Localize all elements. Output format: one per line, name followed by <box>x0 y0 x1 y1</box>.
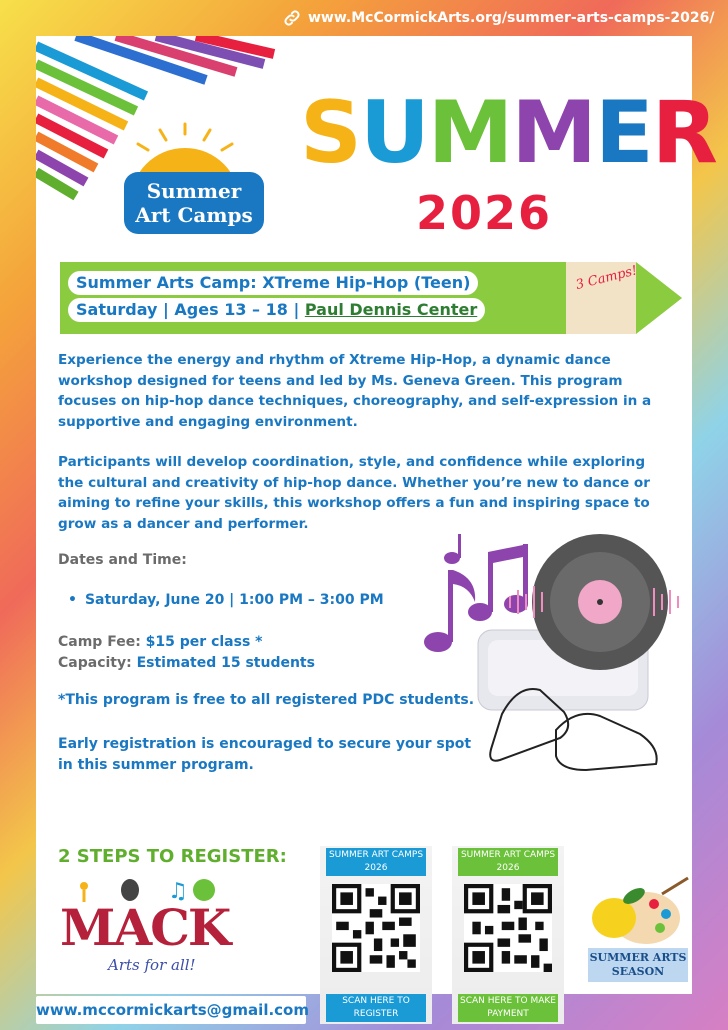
camps-note: 3 Camps! <box>574 263 639 294</box>
banner-subtitle <box>68 298 485 322</box>
link-icon <box>282 8 302 28</box>
banner-details: Saturday | Ages 13 – 18 | <box>76 300 305 319</box>
register-qr-card[interactable] <box>320 846 432 1024</box>
capacity-label: Capacity: <box>58 655 132 671</box>
title-letter: E <box>594 83 652 183</box>
mack-logo <box>48 872 248 982</box>
title-letter: R <box>651 83 716 183</box>
qr-code-icon[interactable] <box>332 884 420 972</box>
qr-card-heading: SUMMER ART CAMPS 2026 <box>326 848 426 876</box>
summer-arts-season-logo <box>584 866 690 986</box>
fee-value: $15 per class * <box>145 634 263 650</box>
logo-line2: Art Camps <box>135 203 253 227</box>
logo-line1: Summer <box>146 179 242 203</box>
summer-art-camps-logo <box>120 120 266 234</box>
dates-label: Dates and Time: <box>58 552 187 568</box>
title-letter: M <box>511 83 595 183</box>
description-p1-suffix: This program focuses on hip-hop dance techniques, choreography, and self-expression in a supportive and engaging environment. <box>58 372 652 430</box>
email-contact[interactable]: www.mccormickarts@gmail.com <box>36 996 306 1024</box>
qr-card-heading: SUMMER ART CAMPS 2026 <box>458 848 558 876</box>
description-paragraph-1 <box>58 350 668 432</box>
qr-card-caption: SCAN HERE TO REGISTER <box>326 994 426 1022</box>
svg-text:♫: ♫ <box>168 879 188 904</box>
summer-title <box>300 78 716 188</box>
free-note: *This program is free to all registered PDC students. <box>58 692 475 708</box>
banner-title: Summer Arts Camp: XTreme Hip-Hop (Teen) <box>68 271 478 295</box>
title-year: 2026 <box>415 186 553 240</box>
date-item: • Saturday, June 20 | 1:00 PM – 3:00 PM <box>68 592 384 608</box>
url-bar[interactable] <box>282 6 714 30</box>
register-heading: 2 STEPS TO REGISTER: <box>58 846 287 867</box>
url-text[interactable]: www.McCormickArts.org/summer-arts-camps-2026/ <box>308 10 715 26</box>
season-label: SUMMER ARTS SEASON <box>588 948 688 982</box>
fee-label: Camp Fee: <box>58 634 141 650</box>
early-registration-note: Early registration is encouraged to secure your spot in this summer program. <box>58 736 472 773</box>
fee-info <box>58 632 315 674</box>
capacity-value: Estimated 15 students <box>136 655 315 671</box>
music-and-sneakers-illustration <box>410 530 690 790</box>
logo-box <box>124 172 264 234</box>
payment-qr-card[interactable] <box>452 846 564 1024</box>
description-paragraph-2: Participants will develop coordination, style, and confidence while exploring the cultural and creativity of hip-hop dance. Whether you’re new to dance or aiming to refine your skills, this workshop offers a fun and inspiring space to grow as a dancer and performer. <box>58 454 650 532</box>
description-p1-prefix: Experience the energy and rhythm of Xtreme Hip-Hop, a dynamic dance workshop designed for teens and led by Ms. Geneva Green. <box>58 352 611 389</box>
lemon-palette-icon <box>584 866 690 950</box>
qr-code-icon[interactable] <box>464 884 552 972</box>
title-letter: S <box>300 83 360 183</box>
title-letter: U <box>359 83 428 183</box>
qr-card-caption: SCAN HERE TO MAKE PAYMENT <box>458 994 558 1022</box>
location-link[interactable]: Paul Dennis Center <box>304 300 478 319</box>
mack-wordmark: MACK <box>60 898 230 957</box>
title-letter: M <box>427 83 512 183</box>
mack-tagline: Arts for all! <box>108 956 196 974</box>
